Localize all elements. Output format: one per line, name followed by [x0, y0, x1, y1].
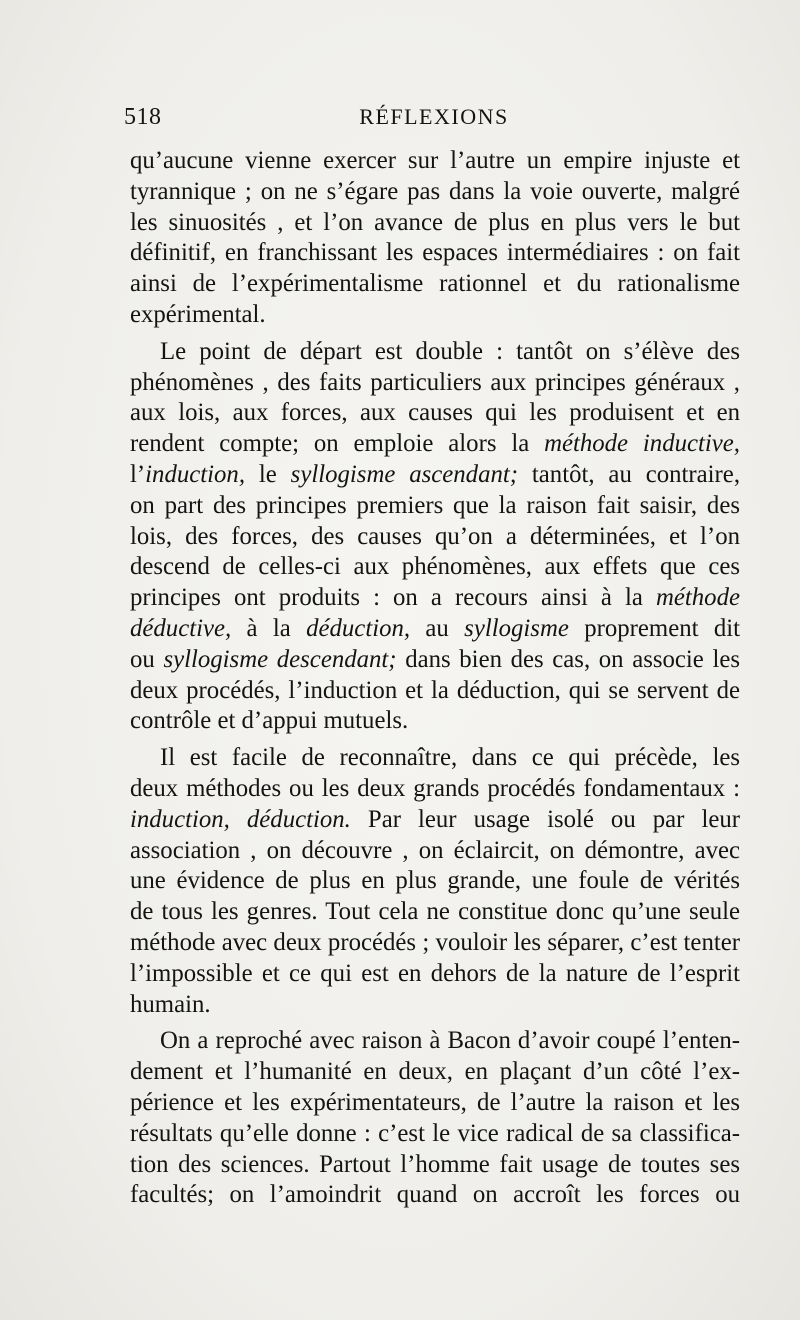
text-run: l’impossible et ce qui est en dehors de la nature de l’esprit	[130, 959, 740, 987]
text-line	[130, 1119, 740, 1150]
body-text	[130, 146, 740, 1217]
text-run: expérimental.	[130, 300, 266, 328]
text-run: proprement dit	[568, 614, 741, 642]
running-title: RÉFLEXIONS	[359, 104, 509, 129]
text-run: principes ont produits : on a recours ainsi à la	[130, 584, 656, 612]
text-line	[130, 491, 740, 522]
italic-run: syllogisme	[464, 614, 569, 642]
text-run: phénomènes , des faits particuliers aux principes généraux ,	[130, 368, 740, 396]
text-run: une évidence de plus en plus grande, une foule de vérités	[130, 867, 740, 895]
text-line	[130, 774, 740, 805]
text-run: aux lois, aux forces, aux causes qui les produisent et en	[130, 399, 740, 427]
text-run: le	[245, 460, 291, 488]
text-run: qu’aucune vienne exercer sur l’autre un empire injuste et	[130, 147, 740, 174]
text-run: deux méthodes ou les deux grands procédés fondamentaux :	[130, 774, 740, 802]
text-run: humain.	[130, 990, 211, 1018]
text-line	[130, 368, 740, 399]
text-line	[130, 743, 740, 774]
text-line	[130, 959, 740, 990]
text-line	[130, 337, 740, 368]
text-run: à la	[231, 614, 307, 642]
text-line	[130, 552, 740, 583]
text-line	[130, 1150, 740, 1181]
text-run: On a reproché avec raison à Bacon d’avoir coupé l’enten-	[160, 1027, 740, 1055]
text-run: ainsi de l’expérimentalisme rationnel et du rationalisme	[130, 270, 740, 298]
text-line	[130, 398, 740, 429]
text-line	[130, 614, 740, 645]
text-run: dement et l’humanité en deux, en plaçant d’un côté l’ex-	[130, 1058, 740, 1086]
text-line	[130, 1180, 740, 1211]
text-line	[130, 866, 740, 897]
text-line	[130, 676, 740, 707]
text-line	[130, 146, 740, 177]
italic-run: induction, déduction.	[130, 805, 351, 833]
text-run: Le point de départ est double : tantôt on s’élève des	[160, 337, 740, 365]
text-run: on part des principes premiers que la raison fait saisir, des	[130, 491, 740, 519]
text-run: tion des sciences. Partout l’homme fait usage de toutes ses	[130, 1150, 740, 1178]
text-line	[130, 460, 740, 491]
text-run: facultés; on l’amoindrit quand on accroît les forces ou	[130, 1181, 740, 1209]
text-run: l’	[130, 460, 146, 488]
text-run: résultats qu’elle donne : c’est le vice radical de sa classifica-	[130, 1119, 740, 1147]
text-line	[130, 897, 740, 928]
text-run: ou	[130, 645, 164, 673]
text-line	[130, 1057, 740, 1088]
page-header	[124, 104, 744, 136]
italic-run: induction,	[145, 460, 246, 488]
text-run: les sinuosités , et l’on avance de plus en plus vers le but	[130, 208, 740, 236]
page-number: 518	[124, 104, 162, 130]
text-line	[130, 238, 740, 269]
text-line	[130, 645, 740, 676]
text-line	[130, 208, 740, 239]
text-line	[130, 300, 740, 331]
paragraph	[130, 146, 740, 331]
text-line	[130, 522, 740, 553]
text-run: au	[410, 614, 465, 642]
text-line	[130, 1088, 740, 1119]
text-line	[130, 805, 740, 836]
text-run: définitif, en franchissant les espaces intermédiaires : on fait	[130, 239, 740, 267]
text-line	[130, 1026, 740, 1057]
text-run: dans bien des cas, on associe les	[396, 645, 740, 673]
paragraph	[130, 743, 740, 1020]
text-run: Il est facile de reconnaître, dans ce qui précède, les	[160, 744, 740, 772]
text-run: contrôle et d’appui mutuels.	[130, 707, 409, 735]
text-run: descend de celles-ci aux phénomènes, aux effets que ces	[130, 553, 740, 581]
text-line	[130, 429, 740, 460]
italic-run: méthode inductive,	[544, 430, 740, 458]
text-line	[130, 706, 740, 737]
text-line	[130, 836, 740, 867]
text-run: rendent compte; on emploie alors la	[130, 430, 545, 458]
text-line	[130, 990, 740, 1021]
italic-run: méthode	[655, 584, 740, 612]
text-line	[130, 177, 740, 208]
text-line	[130, 583, 740, 614]
text-run: tantôt, au contraire,	[518, 460, 741, 488]
italic-run: déductive,	[130, 614, 232, 642]
text-line	[130, 928, 740, 959]
italic-run: syllogisme ascendant;	[290, 460, 519, 488]
text-run: association , on découvre , on éclaircit, on démontre, avec	[130, 836, 740, 864]
italic-run: syllogisme descendant;	[163, 645, 397, 673]
text-run: tyrannique ; on ne s’égare pas dans la voie ouverte, malgré	[130, 177, 740, 205]
text-run: Par leur usage isolé ou par leur	[350, 805, 740, 833]
text-run: lois, des forces, des causes qu’on a déterminées, et l’on	[130, 522, 740, 550]
text-line	[130, 269, 740, 300]
paragraph	[130, 337, 740, 737]
text-run: périence et les expérimentateurs, de l’autre la raison et les	[130, 1088, 740, 1116]
italic-run: déduction,	[306, 614, 411, 642]
text-run: de tous les genres. Tout cela ne constitue donc qu’une seule	[130, 898, 740, 926]
text-run: deux procédés, l’induction et la déduction, qui se servent de	[130, 676, 740, 704]
text-run: méthode avec deux procédés ; vouloir les séparer, c’est tenter	[130, 928, 740, 956]
paragraph	[130, 1026, 740, 1211]
